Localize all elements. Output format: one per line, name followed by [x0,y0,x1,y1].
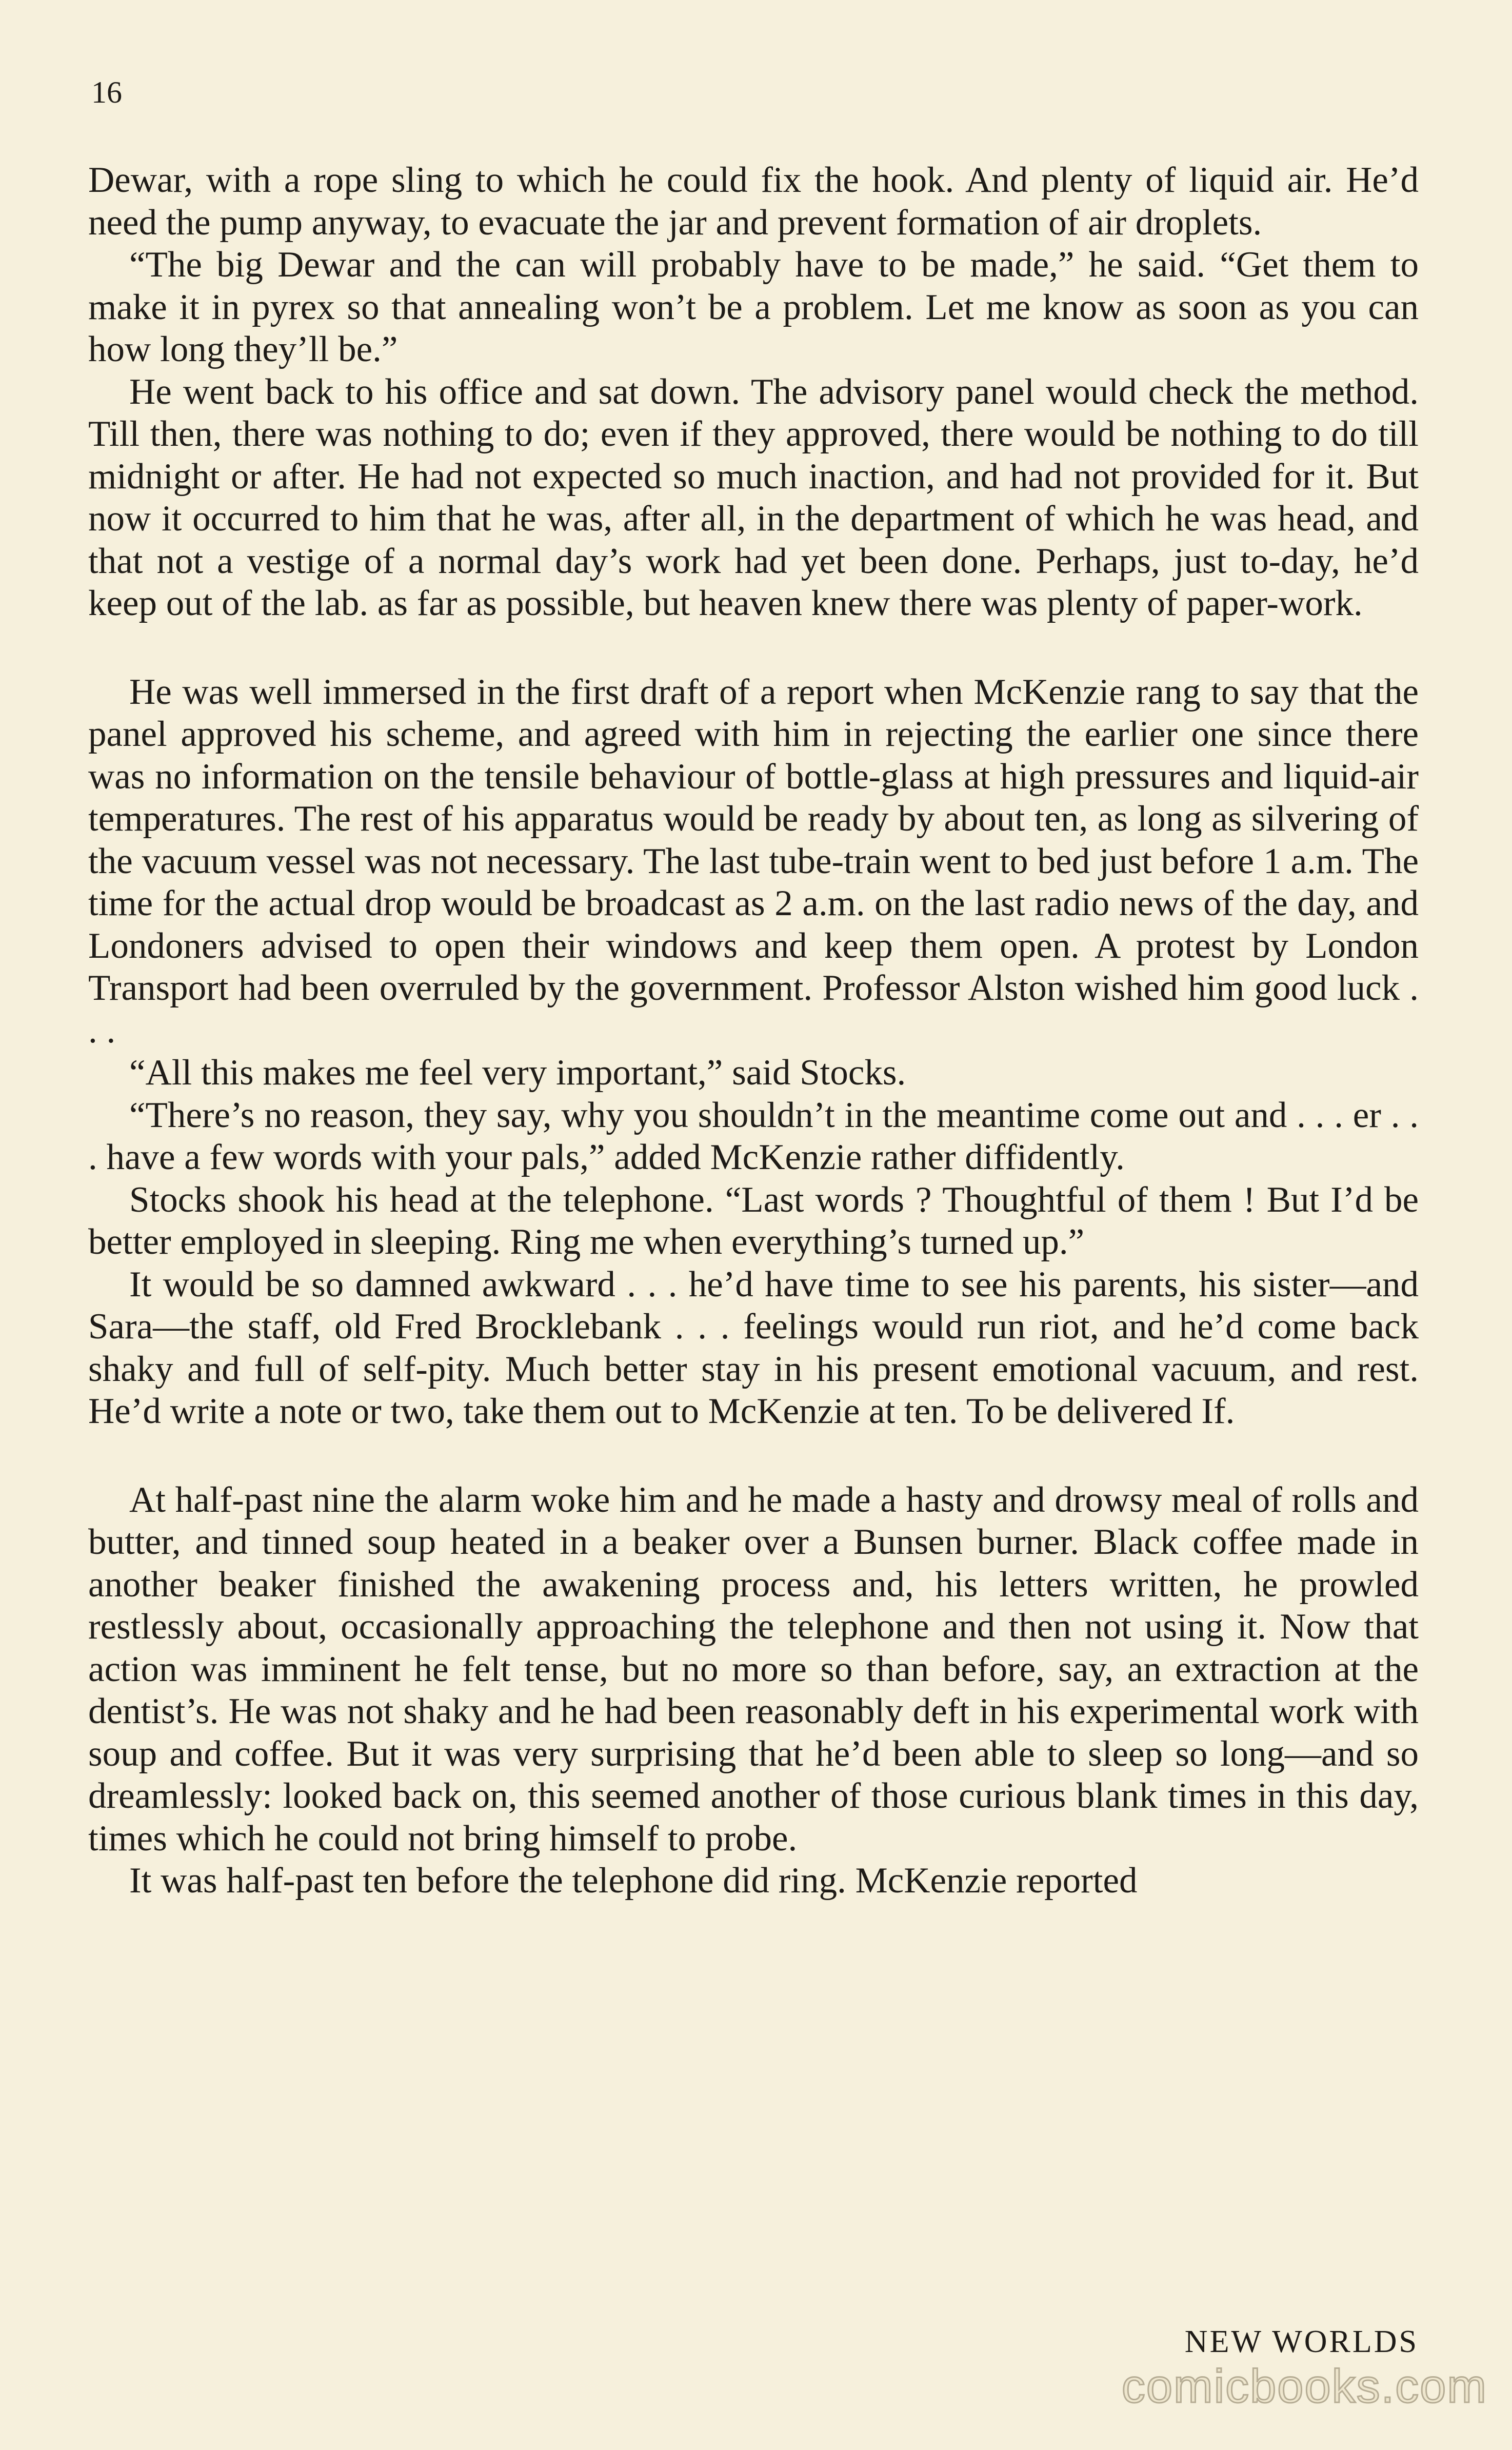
paragraph: Stocks shook his head at the telephone. “Last words ? Thoughtful of them ! But I’d be better employed in sleeping. Ring me when everything’s turned up.” [88,1179,1419,1262]
paragraph: He was well immersed in the first draft of a report when McKenzie rang to say that the panel approved his scheme, and agreed with him in rejecting the earlier one since there was no information on the tensile behaviour of bottle-glass at high pressures and liquid-air temperatures. The rest of his apparatus would be ready by about ten, as long as silvering of the vacuum vessel was not necessary. The last tube-train went to bed just before 1 a.m. The time for the actual drop would be broadcast as 2 a.m. on the last radio news of the day, and Londoners advised to open their windows and keep them open. A protest by London Transport had been overruled by the government. Professor Alston wished him good luck . . . [88,671,1419,1051]
paragraph: He went back to his office and sat down. The advisory panel would check the method. Till then, there was nothing to do; even if they approved, there would be nothing to do till midnight or after. He had not expected so much inaction, and had not provided for it. But now it occurred to him that he was, after all, in the department of which he was head, and that not a vestige of a normal day’s work had yet been done. Perhaps, just to-day, he’d keep out of the lab. as far as possible, but heaven knew there was plenty of paper-work. [88,371,1419,623]
magazine-title: NEW WORLDS [1184,2324,1419,2359]
paragraph: “There’s no reason, they say, why you shouldn’t in the meantime come out and . . . er . . . have a few words with your pals,” added McKenzie rather diffidently. [88,1095,1419,1177]
watermark: comicbooks.com [1121,2360,1487,2413]
story-text [88,159,1419,1902]
paragraph: It was half-past ten before the telephone did ring. McKenzie reported [129,1861,1138,1901]
paragraph: It would be so damned awkward . . . he’d have time to see his parents, his sister—and Sara—the staff, old Fred Brocklebank . . . feelings would run riot, and he’d come back shaky and full of self-pity. Much better stay in his present emotional vacuum, and rest. He’d write a note or two, take them out to McKenzie at ten. To be delivered If. [88,1264,1419,1431]
paragraph: Dewar, with a rope sling to which he could fix the hook. And plenty of liquid air. He’d need the pump anyway, to evacuate the jar and prevent formation of air droplets. [88,160,1419,243]
paragraph: At half-past nine the alarm woke him and he made a hasty and drowsy meal of rolls and butter, and tinned soup heated in a beaker over a Bunsen burner. Black coffee made in another beaker finished the awakening process and, his letters written, he prowled restlessly about, occasionally approaching the telephone and then not using it. Now that action was imminent he felt tense, but no more so than before, say, an extraction at the dentist’s. He was not shaky and he had been reasonably deft in his experimental work with soup and coffee. But it was very surprising that he’d been able to sleep so long—and so dreamlessly: looked back on, this seemed another of those curious blank times in this day, times which he could not bring himself to probe. [88,1479,1419,1859]
paragraph: “The big Dewar and the can will probably have to be made,” he said. “Get them to make it in pyrex so that annealing won’t be a problem. Let me know as soon as you can how long they’ll be.” [88,245,1419,369]
page-number: 16 [91,75,122,109]
paragraph: “All this makes me feel very important,” said Stocks. [129,1053,906,1093]
